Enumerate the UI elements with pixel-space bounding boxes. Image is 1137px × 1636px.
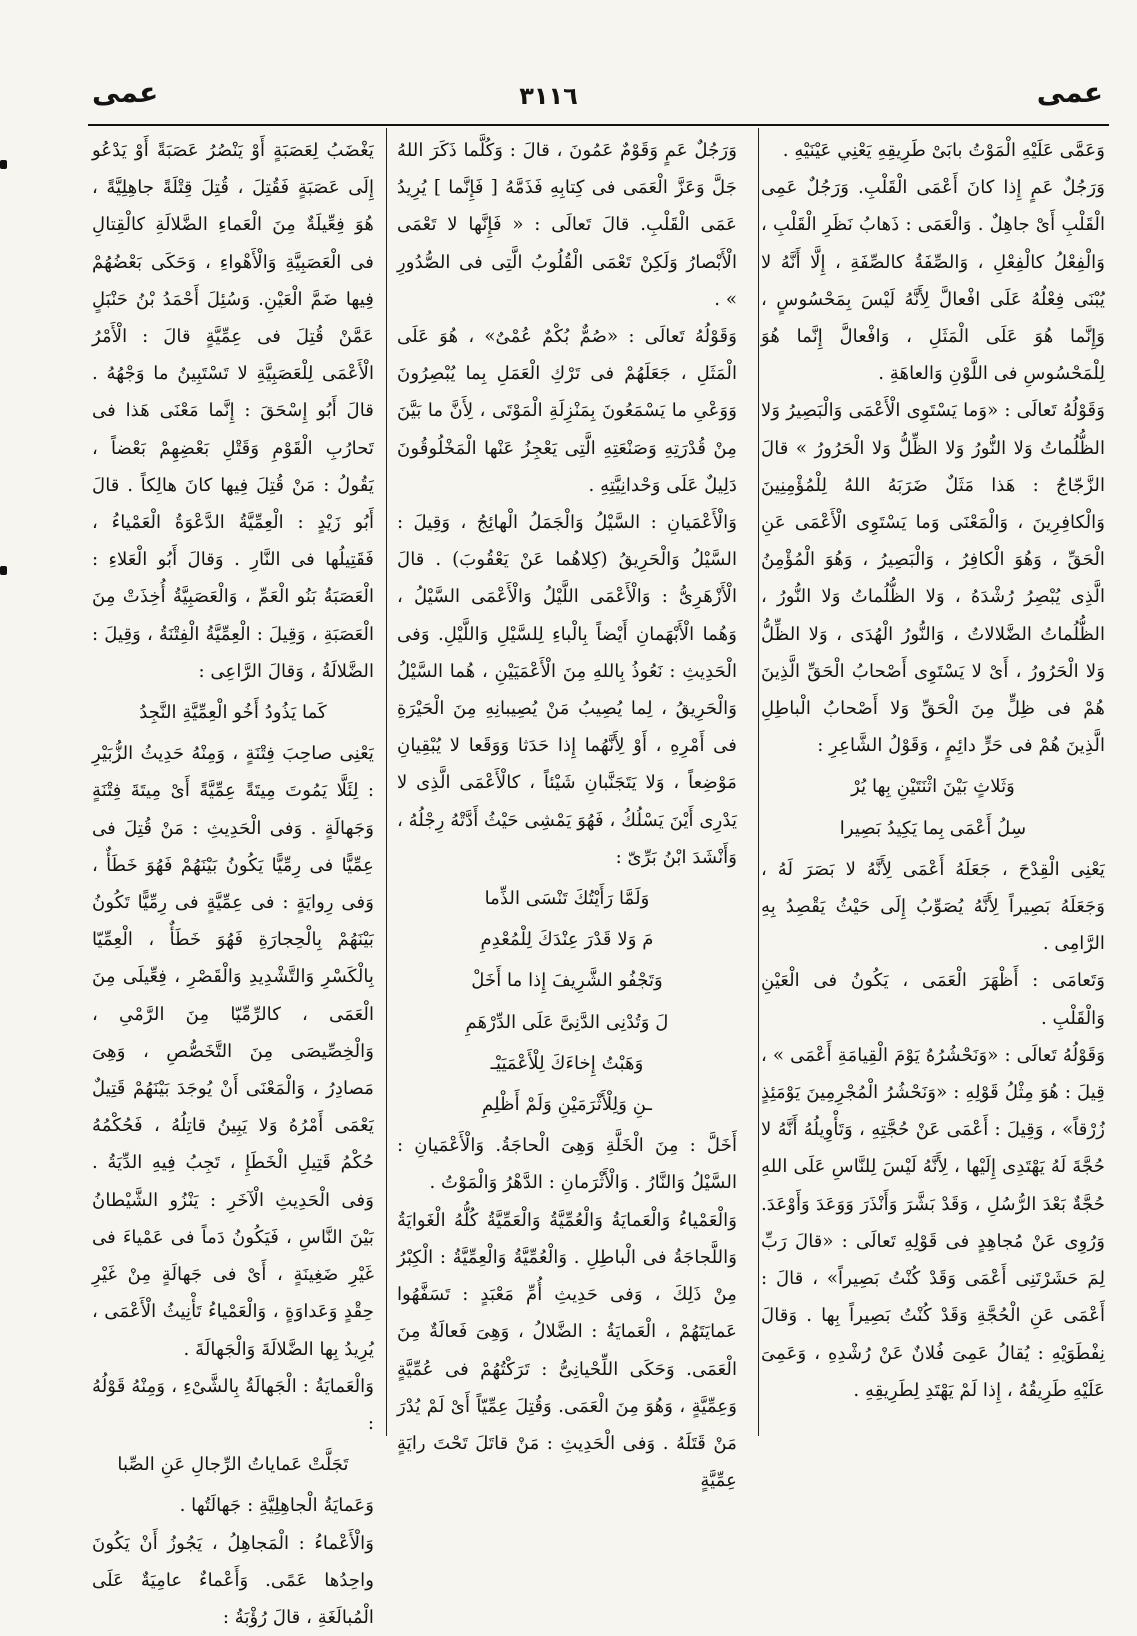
paragraph: يَعْنِى صاحِبَ فِتْنَةٍ ، وَمِنْهُ حَدِيثُ الزُّبَيْرِ : لِئَلَّا يَمُوتَ مِيتَةً عِمِّيَّةً أَىْ مِيتَةَ فِتْنَةٍ وَجَهالَةٍ . وَفى الْحَدِيثِ : مَنْ قُتِلَ فى عِمِّيًّا فى رِمِّيًّا يَكُونُ بَيْنَهُمْ فَهُوَ خَطَأٌ ، وَفى رِوايَةٍ : فى عِمِّيَّةٍ فى رِمِّيًّا تَكُونُ بَيْنَهُمْ بِالْحِجارَةِ فَهُوَ خَطَأٌ ، الْعِمِّيّا بِالْكَسْرِ وَالتَّشْدِيدِ وَالْقَصْرِ ، فِعِّيلَى مِنَ الْعَمَى ، كالرِّمِّيّا مِنَ الرَّمْىِ ، وَالْخِصِّيصَى مِنَ التَّخَصُّصِ ، وَهِىَ مَصادِرُ ، وَالْمَعْنَى أَنْ يُوجَدَ بَيْنَهُمْ قَتِيلٌ يَعْمَى أَمْرُهُ وَلا يَبِينُ قاتِلُهُ ، فَحُكْمُهُ حُكْمُ قَتِيلِ الْخَطَإِ ، تَجِبُ فِيهِ الدِّيَةُ . وَفى الْحَدِيثِ الْآخَرِ : يَنْزُو الشَّيْطانُ بَيْنَ النَّاسِ ، فَيَكُونُ دَماً فى عَمْياءَ فى غَيْرِ ضَغِينَةٍ ، أَىْ فى جَهالَةٍ مِنْ غَيْرِ حِقْدٍ وَعَداوَةٍ ، وَالْعَمْياءُ تَأْنِيثُ الْأَعْمَى ، يُرِيدُ بِها الضَّلالَةَ وَالْجَهالَةَ .	[92, 743, 374, 1360]
paragraph: وَالْعَمايَةُ : الْجَهالَةُ بِالشَّىْءِ ، وَمِنْهُ قَوْلُهُ :	[92, 1375, 374, 1434]
verse-line: وَثَلاثٍ بَيْنَ اثْنَتَيْنِ بِها يُرْ	[851, 776, 1015, 798]
text-column-left	[92, 132, 374, 1628]
paragraph: وَالْعَمْياءُ وَالْعَمايَةُ وَالْعُمِّيَّةُ وَالْعَمِّيَّةُ كُلُّهُ الْغَوايَةُ وَاللَّجاجَةُ فى الْباطِلِ . وَالْعُمِّيَّةُ وَالْعِمِّيَّةُ : الْكِبْرُ مِنْ ذَلِكَ ، وَفى حَدِيثِ أُمِّ مَعْبَدٍ : تَسَفَّهُوا عَمايَتَهُمْ ، الْعَمايَةُ : الضَّلالُ ، وَهِىَ فَعالَةٌ مِنَ الْعَمَى. وَحَكَى اللِّحْيانِىُّ : تَرَكْتُهُمْ فى عُمِّيَّةٍ وَعِمِّيَّةٍ ، وَهُوَ مِنَ الْعَمَى. وَقُتِلَ عِمِّيّاً أَىْ لَمْ يُدْرَ مَنْ قَتَلَهُ . وَفى الْحَدِيثِ : مَنْ قاتَلَ تَحْتَ رايَةٍ عِمِّيَّةٍ	[397, 1209, 737, 1492]
verse-line: وَلَمَّا رَأَيْتُكَ تَنْسَى الذِّما	[484, 888, 650, 910]
paragraph: وَتَعامَى : أَظْهَرَ الْعَمَى ، يَكُونُ فى الْعَيْنِ وَالْقَلْبِ .	[761, 970, 1105, 1029]
paragraph: وَقَوْلُهُ تَعالَى : «صُمٌّ بُكْمٌ عُمْىٌ» ، هُوَ عَلَى الْمَثَلِ ، جَعَلَهُمْ فى تَرْكِ الْعَمَلِ بِما يُبْصِرُونَ وَوَعْىِ ما يَسْمَعُونَ بِمَنْزِلَةِ الْمَوْتَى ، لِأَنَّ ما بَيَّنَ مِنْ قُدْرَتِهِ وَصَنْعَتِهِ الَّتِى يَعْجِزُ عَنْها الْمَخْلُوقُونَ دَلِيلٌ عَلَى وَحْدانِيَّتِهِ .	[397, 326, 737, 496]
column-divider	[758, 128, 759, 1436]
verse-line: لَ وَتُدْنِى الدَّنِىَّ عَلَى الدِّرْهَمِ	[465, 1011, 669, 1033]
verse-line: ـنِ وَلِلْأَثْرَمَيْنِ وَلَمْ أَظْلِمِ	[482, 1094, 652, 1116]
header-rule	[88, 124, 1109, 126]
paragraph: يَغْضَبُ لِعَصَبَةٍ أَوْ يَنْصُرُ عَصَبَةً أَوْ يَدْعُو إِلَى عَصَبَةٍ فَقُتِلَ ، قُتِلَ قِتْلَةً جاهِلِيَّةً ، هُوَ فِعِّيلَةٌ مِنَ الْعَماءِ الضَّلالَةِ كالْقِتالِ فى الْعَصَبِيَّةِ وَالْأَهْواءِ ، وَحَكَى بَعْضُهُمْ فِيها ضَمَّ الْعَيْنِ. وَسُئِلَ أَحْمَدُ بْنُ حَنْبَلٍ عَمَّنْ قُتِلَ فى عِمِّيَّةٍ قالَ : الْأَمْرُ الْأَعْمَى لِلْعَصَبِيَّةِ لا تَسْتَبِينُ ما وَجْهُهُ . قالَ أَبُو إِسْحَقَ : إِنَّما مَعْنَى هَذا فى تَحارُبِ الْقَوْمِ وَقَتْلِ بَعْضِهِمْ بَعْضاً ، يَقُولُ : مَنْ قُتِلَ فِيها كانَ هالِكاً . قالَ أَبُو زَيْدٍ : الْعِمِّيَّةُ الدَّعْوَةُ الْعَمْياءُ ، فَقَتِيلُها فى النَّارِ . وَقالَ أَبُو الْعَلاءِ : الْعَصَبَةُ بَنُو الْعَمِّ ، وَالْعَصَبِيَّةُ أُخِذَتْ مِنَ الْعَصَبَةِ ، وَقِيلَ : الْعِمِّيَّةُ الْفِتْنَةُ ، وَقِيلَ : الضَّلالَةُ ، وَقالَ الرَّاعِى :	[92, 140, 374, 682]
verse-line: وَهَبْتُ إِخاءَكَ لِلْأَعْمَيَيْـ	[490, 1052, 644, 1074]
paragraph: وَالْأَعْمَيانِ : السَّيْلُ وَالْجَمَلُ الْهائِجُ ، وَقِيلَ : السَّيْلُ وَالْحَرِيقُ (كِلاهُما عَنْ يَعْقُوبَ) . قالَ الْأَزْهَرِىُّ : وَالْأَعْمَى اللَّيْلُ وَالْأَعْمَى السَّيْلُ ، وَهُما الْأَبْهَمانِ أَيْضاً بِالْباءِ لِلسَّيْلِ وَاللَّيْلِ. وَفى الْحَدِيثِ : نَعُوذُ بِاللهِ مِنَ الْأَعْمَيَيْنِ ، هُما السَّيْلُ وَالْحَرِيقُ ، لِما يُصِيبُ مَنْ يُصِيبانِهِ مِنَ الْحَيْرَةِ فى أَمْرِهِ ، أَوْ لِأَنَّهُما إِذا حَدَثا وَوَقَعا لا يُبْقِيانِ مَوْضِعاً ، وَلا يَتَجَنَّبانِ شَيْئاً ، كالْأَعْمَى الَّذِى لا يَدْرِى أَيْنَ يَسْلُكُ ، فَهُوَ يَمْشِى حَيْثُ أَدَّتْهُ رِجْلُهُ ، وَأَنْشَدَ ابْنُ بَرِّىّ :	[397, 512, 737, 868]
verse-line: وَتَجْفُو الشَّرِيفَ إِذا ما أَخَلْ	[471, 970, 663, 992]
header-entry-word-left: عمى	[92, 76, 159, 109]
column-divider	[386, 128, 387, 1436]
paragraph: وَعَمايَةُ الْجاهِلِيَّةِ : جَهالَتُها .	[179, 1495, 374, 1517]
margin-mark	[0, 566, 7, 575]
header-entry-word-right: عمى	[1036, 76, 1103, 109]
paragraph: وَرَجُلٌ عَمٍ وَقَوْمٌ عَمُونَ ، قالَ : وَكُلَّما ذَكَرَ اللهُ جَلَّ وَعَزَّ الْعَمَى فى كِتابِهِ فَذَمَّهُ [ فَإِنَّما ] يُرِيدُ عَمَى الْقَلْبِ. قالَ تَعالَى : « فَإِنَّها لا تَعْمَى الْأَبْصارُ وَلَكِنْ تَعْمَى الْقُلُوبُ الَّتِى فى الصُّدُورِ » .	[397, 140, 737, 310]
paragraph: يَعْنِى الْقِدْحَ ، جَعَلَهُ أَعْمَى لِأَنَّهُ لا بَصَرَ لَهُ ، وَجَعَلَهُ بَصِيراً لِأَنَّهُ يُصَوِّبُ إِلَى حَيْثُ يَقْصِدُ بِهِ الرَّامِى .	[761, 858, 1105, 955]
verse-line: تَجَلَّتْ عَماياتُ الرِّجالِ عَنِ الصِّبا	[117, 1454, 349, 1476]
text-column-right	[761, 132, 1105, 1434]
paragraph: وَعَمَّى عَلَيْهِ الْمَوْتُ بابَىْ طَرِيقِهِ يَعْنِي عَيْنَيْهِ .	[782, 140, 1105, 161]
paragraph: وَقَوْلُهُ تَعالَى : «وَما يَسْتَوِى الْأَعْمَى وَالْبَصِيرُ وَلا الظُّلُماتُ وَلا النُّورُ وَلا الظِّلُّ وَلا الْحَرُورُ » قالَ الزَّجّاجُ : هَذا مَثَلٌ ضَرَبَهُ اللهُ لِلْمُؤْمِنِينَ وَالْكافِرِينَ ، وَالْمَعْنَى وَما يَسْتَوِى الْأَعْمَى عَنِ الْحَقِّ ، وَهُوَ الْكافِرُ ، وَالْبَصِيرُ ، وَهُوَ الْمُؤْمِنُ الَّذِى يُبْصِرُ رُشْدَهُ ، وَلا الظُّلُماتُ وَلا النُّورُ ، الظُّلُماتُ الضَّلالاتُ ، وَالنُّورُ الْهُدَى ، وَلا الظِّلُّ وَلا الْحَرُورُ ، أَىْ لا يَسْتَوِى أَصْحابُ الْحَقِّ الَّذِينَ هُمْ فى ظِلٍّ مِنَ الْحَقِّ وَلا أَصْحابُ الْباطِلِ الَّذِينَ هُمْ فى حَرٍّ دائِمٍ ، وَقَوْلُ الشَّاعِرِ :	[761, 400, 1105, 757]
paragraph: وَقَوْلُهُ تَعالَى : «وَنَحْشُرُهُ يَوْمَ الْقِيامَةِ أَعْمَى » ، قِيلَ : هُوَ مِثْلُ قَوْلِهِ : «وَنَحْشُرُ الْمُجْرِمِينَ يَوْمَئِذٍ زُرْقاً» ، وَقِيلَ : أَعْمَى عَنْ حُجَّتِهِ ، وَتَأْوِيلُهُ أَنَّهُ لا حُجَّةَ لَهُ يَهْتَدِى إِلَيْها ، لِأَنَّهُ لَيْسَ لِلنَّاسِ عَلَى اللهِ حُجَّةٌ بَعْدَ الرُّسُلِ ، وَقَدْ بَشَّرَ وَأَنْذَرَ وَوَعَدَ وَأَوْعَدَ. وَرُوِى عَنْ مُجاهِدٍ فى قَوْلِهِ تَعالَى : «قالَ رَبِّ لِمَ حَشَرْتَنِى أَعْمَى وَقَدْ كُنْتُ بَصِيراً» ، قالَ : أَعْمَى عَنِ الْحُجَّةِ وَقَدْ كُنْتُ بَصِيراً بِها . وَقالَ نِفْطَوَيْهِ : يُقالُ عَمِىَ فُلانٌ عَنْ رُشْدِهِ ، وَعَمِىَ عَلَيْهِ طَرِيقُهُ ، إِذا لَمْ يَهْتَدِ لِطَرِيقِهِ .	[761, 1044, 1105, 1401]
margin-mark	[0, 160, 7, 169]
verse-line: مَ وَلا قَدْرَ عِنْدَكَ لِلْمُعْدِمِ	[480, 929, 654, 951]
paragraph: وَرَجُلٌ عَمٍ إِذا كانَ أَعْمَى الْقَلْبِ. وَرَجُلٌ عَمِى الْقَلْبِ أَىْ جاهِلٌ . وَالْعَمَى : ذَهابُ نَظَرِ الْقَلْبِ ، وَالْفِعْلُ كالْفِعْلِ ، وَالصِّفَةُ كالصِّفَةِ ، إِلَّا أَنَّهُ لا يُبْنَى فِعْلُهُ عَلَى افْعالَّ لِأَنَّهُ لَيْسَ بِمَحْسُوسٍ ، وَإِنَّما هُوَ عَلَى الْمَثَلِ ، وَافْعالَّ إِنَّما هُوَ لِلْمَحْسُوسِ فى اللَّوْنِ وَالعاهَةِ .	[761, 177, 1105, 385]
verse-line: كَما يَذُودُ أَخُو الْعِمِّيَّةِ النَّجِدُ	[139, 702, 327, 724]
paragraph: وَالْأَعْماءُ : الْمَجاهِلُ ، يَجُوزُ أَنْ يَكُونَ واحِدُها عَمًى. وَأَعْماءٌ عامِيَةٌ عَلَى الْمُبالَغَةِ ، قالَ رُؤْبَةُ :	[92, 1532, 374, 1628]
verse-line: سِلُ أَعْمَى بِما يَكِيدُ بَصِيرا	[839, 817, 1027, 839]
text-column-middle	[397, 132, 737, 1492]
page-number: ٣١١٦	[519, 82, 578, 110]
paragraph: أَخَلَّ : مِنَ الْخَلَّةِ وَهِىَ الْحاجَةُ. وَالْأَعْمَيانِ : السَّيْلُ وَالنَّارُ . وَالْأَثْرَمانِ : الدَّهْرُ وَالْمَوْتُ .	[397, 1135, 737, 1194]
